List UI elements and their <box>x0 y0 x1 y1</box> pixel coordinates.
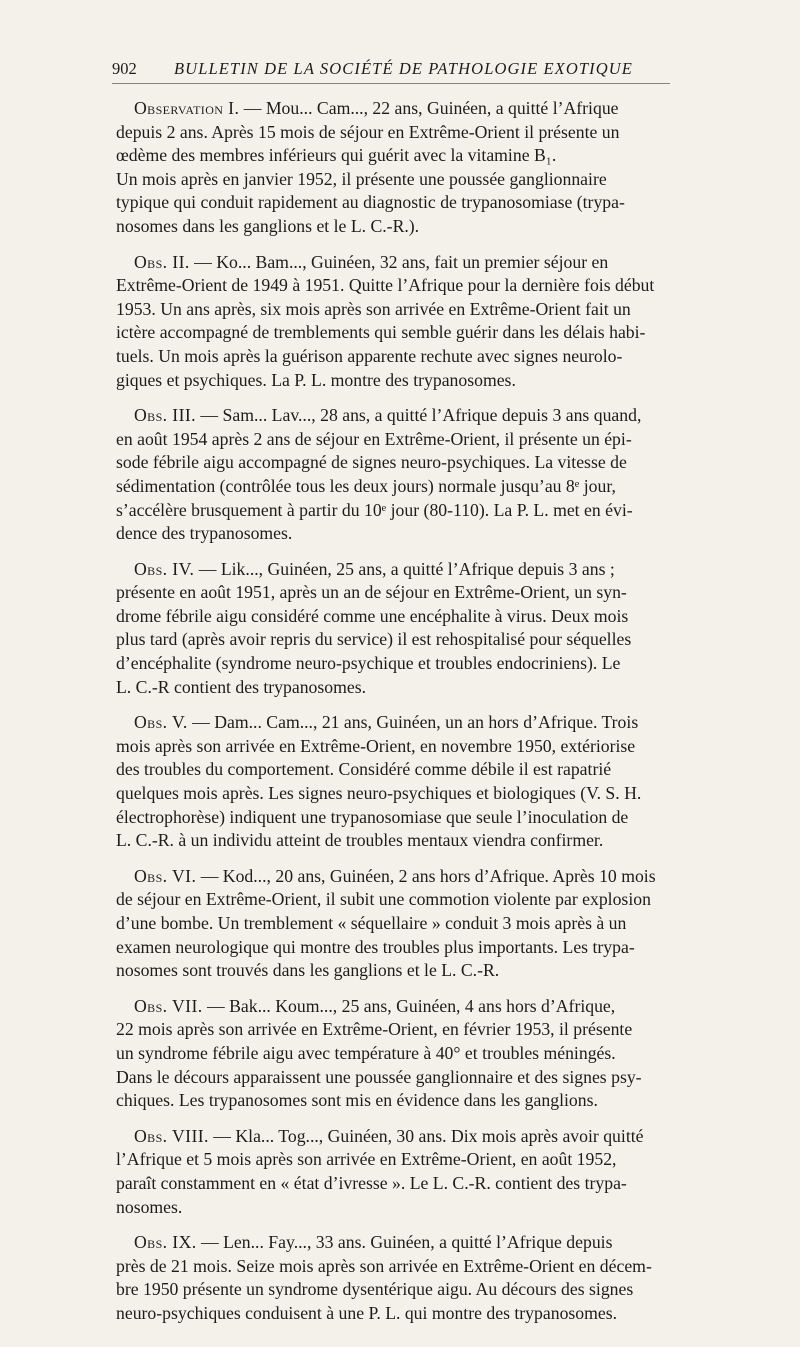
line-text: drome fébrile aigu considéré comme une encéphalite à virus. Deux mois <box>116 605 629 626</box>
line-text: — Kod..., 20 ans, Guinéen, 2 ans hors d’Afrique. Après 10 mois <box>200 865 656 886</box>
line-text: électrophorèse) indiquent une trypanosomiase que seule l’inoculation de <box>116 806 629 827</box>
line-text: L. C.-R. à un individu atteint de troubles mentaux viendra confirmer. <box>116 830 604 851</box>
observation-paragraph <box>116 404 784 546</box>
line-text: Un mois après en janvier 1952, il présente une poussée ganglionnaire <box>116 168 607 189</box>
text-line <box>116 782 784 806</box>
text-line <box>116 251 784 275</box>
line-text: depuis 2 ans. Après 15 mois de séjour en Extrême-Orient il présente un <box>116 121 620 142</box>
text-line <box>116 522 784 546</box>
text-line <box>116 1125 784 1149</box>
text-line <box>116 369 784 393</box>
line-text: d’encéphalite (syndrome neuro-psychique et troubles endocriniens). Le <box>116 653 621 674</box>
observation-paragraph <box>116 995 784 1113</box>
observation-label: Obs. VI. <box>134 865 197 886</box>
line-text: — Bak... Koum..., 25 ans, Guinéen, 4 ans hors d’Afrique, <box>206 995 616 1016</box>
line-text: un syndrome fébrile aigu avec température à 40° et troubles méningés. <box>116 1042 616 1063</box>
line-text: nosomes sont trouvés dans les ganglions et le L. C.-R. <box>116 960 500 981</box>
observations-body <box>116 97 784 1338</box>
observation-paragraph <box>116 711 784 853</box>
line-text: bre 1950 présente un syndrome dysentérique aigu. Au décours des signes <box>116 1279 634 1300</box>
text-line <box>116 321 784 345</box>
text-line <box>116 865 784 889</box>
observation-paragraph <box>116 1231 784 1325</box>
text-line <box>116 1018 784 1042</box>
observation-paragraph <box>116 1125 784 1219</box>
line-text: sode fébrile aigu accompagné de signes neuro-psychiques. La vitesse de <box>116 452 627 473</box>
observation-label: Obs. VII. <box>134 995 203 1016</box>
line-text: s’accélère brusquement à partir du 10ᵉ jour (80-110). La P. L. met en évi- <box>116 499 633 520</box>
text-line <box>116 1255 784 1279</box>
text-line <box>116 581 784 605</box>
observation-paragraph <box>116 558 784 700</box>
text-line <box>116 806 784 830</box>
line-text: 1953. Un ans après, six mois après son arrivée en Extrême-Orient fait un <box>116 298 631 319</box>
line-text: l’Afrique et 5 mois après son arrivée en Extrême-Orient, en août 1952, <box>116 1149 617 1170</box>
text-line <box>116 298 784 322</box>
text-line <box>116 168 784 192</box>
observation-paragraph <box>116 865 784 983</box>
text-line <box>116 605 784 629</box>
line-text: Extrême-Orient de 1949 à 1951. Quitte l’Afrique pour la dernière fois début <box>116 275 655 296</box>
text-line <box>116 558 784 582</box>
line-text: en août 1954 après 2 ans de séjour en Extrême-Orient, il présente un épi- <box>116 428 632 449</box>
line-text: de séjour en Extrême-Orient, il subit une commotion violente par explosion <box>116 889 651 910</box>
line-text: ictère accompagné de tremblements qui semble guérir dans les délais habi- <box>116 322 646 343</box>
text-line <box>116 144 784 168</box>
text-line <box>116 735 784 759</box>
line-text: typique qui conduit rapidement au diagnostic de trypanosomiase (trypa- <box>116 192 625 213</box>
text-line <box>116 1148 784 1172</box>
line-text: plus tard (après avoir repris du service) il est rehospitalisé pour séquelles <box>116 629 632 650</box>
text-line <box>116 959 784 983</box>
observation-label: Observation I. <box>134 98 240 118</box>
text-line <box>116 1231 784 1255</box>
line-text: — Len... Fay..., 33 ans. Guinéen, a quitté l’Afrique depuis <box>201 1232 613 1253</box>
line-text: — Kla... Tog..., Guinéen, 30 ans. Dix mois après avoir quitté <box>213 1125 644 1146</box>
text-line <box>116 628 784 652</box>
journal-title: BULLETIN DE LA SOCIÉTÉ DE PATHOLOGIE EXOTIQUE <box>174 59 633 78</box>
line-text: neuro-psychiques conduisent à une P. L. qui montre des trypanosomes. <box>116 1302 618 1323</box>
text-line <box>116 1196 784 1220</box>
text-line <box>116 1042 784 1066</box>
text-line <box>116 888 784 912</box>
line-text: — Dam... Cam..., 21 ans, Guinéen, un an hors d’Afrique. Trois <box>192 712 639 733</box>
line-text: dence des trypanosomes. <box>116 523 293 544</box>
line-text: — Ko... Bam..., Guinéen, 32 ans, fait un premier séjour en <box>194 251 609 272</box>
line-text: paraît constamment en « état d’ivresse ». Le L. C.-R. contient des trypa- <box>116 1172 627 1193</box>
line-text: giques et psychiques. La P. L. montre des trypanosomes. <box>116 369 516 390</box>
text-line <box>116 97 784 121</box>
observation-label: Obs. II. <box>134 251 190 272</box>
page-number: 902 <box>112 59 137 78</box>
line-text: près de 21 mois. Seize mois après son arrivée en Extrême-Orient en décem- <box>116 1255 652 1276</box>
line-text: sédimentation (contrôlée tous les deux jours) normale jusqu’au 8ᵉ jour, <box>116 475 616 496</box>
text-line <box>116 499 784 523</box>
line-text: nosomes. <box>116 1196 183 1217</box>
text-line <box>116 676 784 700</box>
line-text: Dans le décours apparaissent une poussée ganglionnaire et des signes psy- <box>116 1066 642 1087</box>
observation-paragraph <box>116 251 784 393</box>
text-line <box>116 936 784 960</box>
text-line <box>116 1302 784 1326</box>
text-line <box>116 829 784 853</box>
line-text: nosomes dans les ganglions et le L. C.-R.). <box>116 215 420 236</box>
text-line <box>116 274 784 298</box>
line-text: — Lik..., Guinéen, 25 ans, a quitté l’Afrique depuis 3 ans ; <box>198 558 615 579</box>
observation-paragraph <box>116 97 784 239</box>
line-text: mois après son arrivée en Extrême-Orient, en novembre 1950, extériorise <box>116 735 636 756</box>
observation-label: Obs. III. <box>134 405 196 426</box>
line-text: quelques mois après. Les signes neuro-psychiques et biologiques (V. S. H. <box>116 783 642 804</box>
observation-label: Obs. IV. <box>134 558 195 579</box>
line-text: — Sam... Lav..., 28 ans, a quitté l’Afrique depuis 3 ans quand, <box>200 405 642 426</box>
text-line <box>116 1066 784 1090</box>
observation-label: Obs. IX. <box>134 1232 197 1253</box>
text-line <box>116 1089 784 1113</box>
observation-label: Obs. V. <box>134 712 188 733</box>
text-line <box>116 428 784 452</box>
line-text: des troubles du comportement. Considéré comme débile il est rapatrié <box>116 759 612 780</box>
text-line <box>116 121 784 145</box>
text-line <box>116 475 784 499</box>
text-line <box>116 758 784 782</box>
text-line <box>116 451 784 475</box>
line-text: présente en août 1951, après un an de séjour en Extrême-Orient, un syn- <box>116 582 627 603</box>
text-line <box>116 215 784 239</box>
text-line <box>116 1172 784 1196</box>
line-text: œdème des membres inférieurs qui guérit avec la vitamine B₁. <box>116 145 557 166</box>
text-line <box>116 345 784 369</box>
line-text: chiques. Les trypanosomes sont mis en évidence dans les ganglions. <box>116 1090 598 1111</box>
text-line <box>116 995 784 1019</box>
line-text: L. C.-R contient des trypanosomes. <box>116 676 367 697</box>
line-text: — Mou... Cam..., 22 ans, Guinéen, a quitté l’Afrique <box>243 98 619 118</box>
line-text: examen neurologique qui montre des troubles plus importants. Les trypa- <box>116 936 635 957</box>
text-line <box>116 912 784 936</box>
text-line <box>116 711 784 735</box>
header-rule <box>112 83 670 84</box>
text-line <box>116 1278 784 1302</box>
observation-label: Obs. VIII. <box>134 1125 209 1146</box>
line-text: d’une bombe. Un tremblement « séquellaire » conduit 3 mois après à un <box>116 913 627 933</box>
line-text: 22 mois après son arrivée en Extrême-Orient, en février 1953, il présente <box>116 1019 633 1040</box>
text-line <box>116 191 784 215</box>
text-line <box>116 404 784 428</box>
line-text: tuels. Un mois après la guérison apparente rechute avec signes neurolo- <box>116 345 623 366</box>
text-line <box>116 652 784 676</box>
